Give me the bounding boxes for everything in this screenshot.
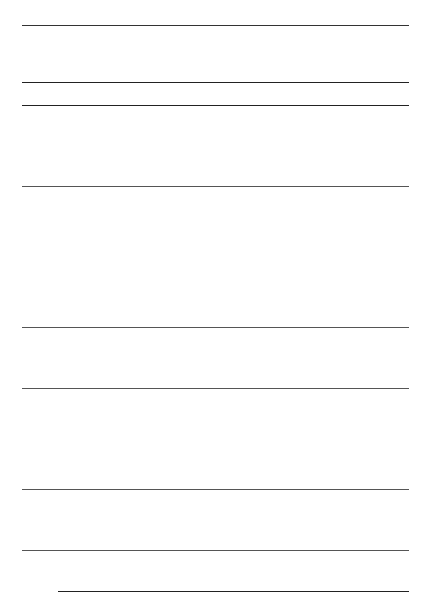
table-cell bbox=[326, 207, 356, 227]
table-cell bbox=[284, 287, 326, 307]
table-cell bbox=[356, 207, 409, 227]
table-row bbox=[22, 389, 409, 410]
group-label bbox=[22, 328, 58, 389]
table-cell bbox=[284, 490, 326, 511]
table-cell bbox=[122, 227, 254, 247]
table-row bbox=[22, 469, 409, 490]
table-cell bbox=[58, 348, 122, 368]
table-row bbox=[22, 490, 409, 511]
table-cell bbox=[326, 166, 356, 187]
table-cell bbox=[122, 449, 254, 469]
group-label bbox=[22, 187, 58, 328]
table-cell bbox=[122, 146, 254, 166]
table-cell bbox=[254, 368, 284, 389]
table-cell bbox=[326, 307, 356, 328]
table-cell bbox=[254, 267, 284, 287]
table-cell bbox=[356, 368, 409, 389]
table-cell bbox=[284, 348, 326, 368]
table-cell bbox=[58, 368, 122, 389]
table-cell bbox=[356, 267, 409, 287]
table-cell bbox=[122, 307, 254, 328]
table-cell bbox=[58, 571, 122, 592]
table-cell bbox=[356, 571, 409, 592]
table-row bbox=[22, 429, 409, 449]
table-cell bbox=[356, 530, 409, 551]
table-cell bbox=[356, 106, 409, 127]
table-cell bbox=[122, 389, 254, 410]
column-header bbox=[58, 83, 122, 106]
table-cell bbox=[284, 510, 326, 530]
table-cell bbox=[58, 449, 122, 469]
table-row bbox=[22, 307, 409, 328]
table-cell bbox=[326, 106, 356, 127]
table-cell bbox=[326, 551, 356, 572]
table-cell bbox=[254, 227, 284, 247]
table-row bbox=[22, 530, 409, 551]
table-cell bbox=[254, 469, 284, 490]
table-cell bbox=[356, 551, 409, 572]
table-cell bbox=[284, 389, 326, 410]
table-cell bbox=[254, 247, 284, 267]
table-cell bbox=[254, 571, 284, 592]
table-cell bbox=[284, 530, 326, 551]
table-cell bbox=[356, 187, 409, 208]
table-cell bbox=[326, 348, 356, 368]
table-cell bbox=[58, 126, 122, 146]
table-cell bbox=[284, 429, 326, 449]
table-cell bbox=[284, 106, 326, 127]
table-row bbox=[22, 551, 409, 572]
table-cell bbox=[284, 227, 326, 247]
table-cell bbox=[58, 409, 122, 429]
table-cell bbox=[356, 287, 409, 307]
table-cell bbox=[326, 267, 356, 287]
table-cell bbox=[356, 429, 409, 449]
table-cell bbox=[326, 227, 356, 247]
table-cell bbox=[356, 227, 409, 247]
table-cell bbox=[58, 307, 122, 328]
table-cell bbox=[254, 307, 284, 328]
table-row bbox=[22, 106, 409, 127]
table-cell bbox=[122, 429, 254, 449]
column-header bbox=[284, 83, 326, 106]
table-cell bbox=[122, 126, 254, 146]
table-cell bbox=[326, 146, 356, 166]
group-label bbox=[22, 551, 58, 592]
table-cell bbox=[122, 287, 254, 307]
table-cell bbox=[122, 166, 254, 187]
table-header-row bbox=[22, 83, 409, 106]
table-cell bbox=[284, 166, 326, 187]
table-cell bbox=[284, 551, 326, 572]
table-cell bbox=[58, 207, 122, 227]
table-cell bbox=[284, 247, 326, 267]
table-row bbox=[22, 409, 409, 429]
table-cell bbox=[284, 328, 326, 349]
table-cell bbox=[254, 409, 284, 429]
table-cell bbox=[254, 510, 284, 530]
table-cell bbox=[356, 146, 409, 166]
table-cell bbox=[58, 287, 122, 307]
table-cell bbox=[284, 267, 326, 287]
table-cell bbox=[326, 510, 356, 530]
table-cell bbox=[122, 510, 254, 530]
table-cell bbox=[122, 247, 254, 267]
table-cell bbox=[284, 469, 326, 490]
table-cell bbox=[122, 106, 254, 127]
table-cell bbox=[58, 490, 122, 511]
table-cell bbox=[326, 287, 356, 307]
table-row bbox=[22, 247, 409, 267]
table-row bbox=[22, 166, 409, 187]
table-cell bbox=[356, 307, 409, 328]
table-cell bbox=[326, 530, 356, 551]
table-cell bbox=[326, 409, 356, 429]
table-cell bbox=[254, 187, 284, 208]
table-row bbox=[22, 449, 409, 469]
table-row bbox=[22, 287, 409, 307]
table-cell bbox=[254, 551, 284, 572]
table-cell bbox=[326, 429, 356, 449]
comparison-table bbox=[22, 82, 409, 592]
table-cell bbox=[284, 207, 326, 227]
table-cell bbox=[326, 449, 356, 469]
table-cell bbox=[284, 146, 326, 166]
table-row bbox=[22, 146, 409, 166]
table-cell bbox=[122, 207, 254, 227]
table-cell bbox=[326, 187, 356, 208]
table-cell bbox=[356, 490, 409, 511]
table-cell bbox=[284, 307, 326, 328]
table-cell bbox=[122, 469, 254, 490]
table-cell bbox=[58, 389, 122, 410]
table-cell bbox=[58, 187, 122, 208]
table-cell bbox=[356, 166, 409, 187]
running-head bbox=[22, 13, 409, 26]
table-cell bbox=[58, 510, 122, 530]
table-cell bbox=[254, 429, 284, 449]
table-cell bbox=[122, 348, 254, 368]
group-label bbox=[22, 389, 58, 490]
column-header bbox=[326, 83, 356, 106]
table-cell bbox=[326, 469, 356, 490]
table-cell bbox=[122, 490, 254, 511]
table-cell bbox=[356, 389, 409, 410]
column-header bbox=[254, 83, 284, 106]
table-cell bbox=[326, 126, 356, 146]
table-row bbox=[22, 267, 409, 287]
table-cell bbox=[254, 287, 284, 307]
group-label bbox=[22, 106, 58, 187]
table-cell bbox=[122, 409, 254, 429]
table-cell bbox=[58, 106, 122, 127]
table-cell bbox=[284, 571, 326, 592]
table-cell bbox=[254, 146, 284, 166]
table-cell bbox=[122, 530, 254, 551]
table-cell bbox=[58, 227, 122, 247]
table-cell bbox=[58, 166, 122, 187]
table-cell bbox=[122, 368, 254, 389]
table-cell bbox=[58, 267, 122, 287]
table-cell bbox=[254, 449, 284, 469]
table-cell bbox=[254, 328, 284, 349]
table-cell bbox=[284, 368, 326, 389]
table-row bbox=[22, 571, 409, 592]
table-row bbox=[22, 510, 409, 530]
table-row bbox=[22, 126, 409, 146]
table-cell bbox=[356, 247, 409, 267]
table-cell bbox=[284, 187, 326, 208]
table-cell bbox=[326, 247, 356, 267]
table-cell bbox=[326, 368, 356, 389]
table-row bbox=[22, 227, 409, 247]
table-cell bbox=[58, 469, 122, 490]
table-body bbox=[22, 106, 409, 592]
table-cell bbox=[122, 328, 254, 349]
table-cell bbox=[122, 187, 254, 208]
table-cell bbox=[254, 389, 284, 410]
table-cell bbox=[326, 389, 356, 410]
table-cell bbox=[284, 409, 326, 429]
table-cell bbox=[254, 348, 284, 368]
table-row bbox=[22, 207, 409, 227]
table-cell bbox=[254, 126, 284, 146]
table-cell bbox=[326, 328, 356, 349]
table-cell bbox=[356, 510, 409, 530]
group-label bbox=[22, 490, 58, 551]
table-cell bbox=[356, 469, 409, 490]
table-cell bbox=[58, 551, 122, 572]
table-row bbox=[22, 328, 409, 349]
table-cell bbox=[326, 490, 356, 511]
table-cell bbox=[254, 166, 284, 187]
table-cell bbox=[254, 207, 284, 227]
table-cell bbox=[58, 328, 122, 349]
table-cell bbox=[122, 571, 254, 592]
table-cell bbox=[356, 126, 409, 146]
table-cell bbox=[326, 571, 356, 592]
table-cell bbox=[254, 530, 284, 551]
table-cell bbox=[356, 409, 409, 429]
column-header bbox=[22, 83, 58, 106]
table-cell bbox=[356, 449, 409, 469]
table-cell bbox=[58, 530, 122, 551]
table-cell bbox=[58, 247, 122, 267]
table-cell bbox=[58, 146, 122, 166]
table-row bbox=[22, 187, 409, 208]
table-cell bbox=[356, 328, 409, 349]
table-row bbox=[22, 368, 409, 389]
table-cell bbox=[254, 490, 284, 511]
table-row bbox=[22, 348, 409, 368]
table-cell bbox=[122, 551, 254, 572]
table-cell bbox=[254, 106, 284, 127]
table-cell bbox=[356, 348, 409, 368]
table-cell bbox=[284, 449, 326, 469]
table-cell bbox=[284, 126, 326, 146]
table-cell bbox=[122, 267, 254, 287]
column-header bbox=[122, 83, 254, 106]
table-cell bbox=[58, 429, 122, 449]
column-header bbox=[356, 83, 409, 106]
